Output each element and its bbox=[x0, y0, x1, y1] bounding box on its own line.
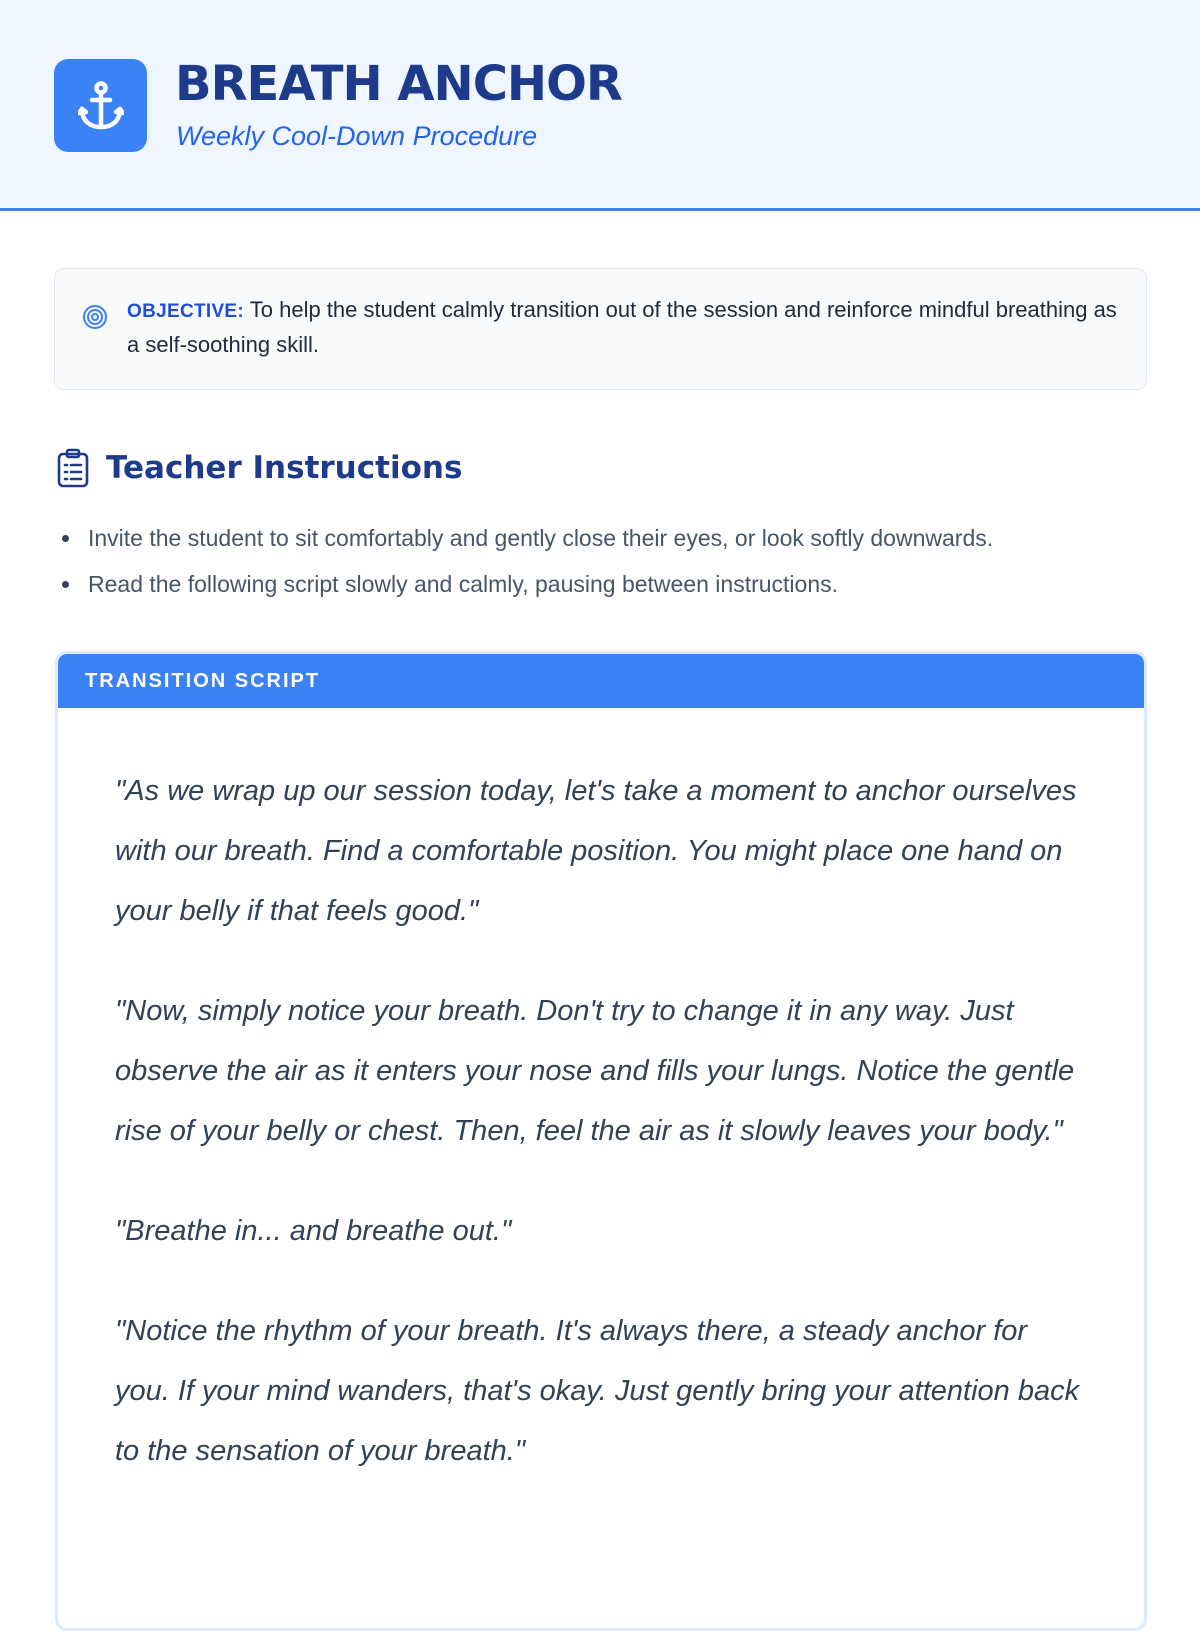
objective-callout bbox=[54, 268, 1147, 390]
script-body bbox=[58, 708, 1144, 1481]
list-item: Invite the student to sit comfortably and gently close their eyes, or look softly downwards. bbox=[56, 515, 1136, 561]
script-paragraph: "Now, simply notice your breath. Don't try to change it in any way. Just observe the air as it enters your nose and fills your lungs. Notice the gentle rise of your belly or chest. Then, feel the air as it slowly leaves your body." bbox=[115, 995, 1075, 1147]
clipboard-icon bbox=[56, 448, 90, 488]
script-paragraph: "As we wrap up our session today, let's take a moment to anchor ourselves with our breath. Find a comfortable position. You might place one hand on your belly if that feels good." bbox=[115, 775, 1077, 927]
anchor-icon bbox=[78, 81, 124, 131]
objective-label: OBJECTIVE: bbox=[127, 301, 245, 322]
section-title: Teacher Instructions bbox=[106, 450, 463, 486]
objective-text: To help the student calmly transition out of the session and reinforce mindful breathing as a self-soothing skill. bbox=[127, 297, 1117, 357]
transition-script-card bbox=[55, 651, 1147, 1631]
objective-body bbox=[127, 293, 1127, 361]
page-title: BREATH ANCHOR bbox=[175, 56, 622, 112]
target-icon bbox=[82, 304, 108, 330]
list-item: Read the following script slowly and calmly, pausing between instructions. bbox=[56, 561, 1136, 607]
teacher-instructions-heading bbox=[56, 448, 462, 488]
script-paragraph: "Breathe in... and breathe out." bbox=[115, 1215, 512, 1247]
page-header bbox=[0, 0, 1200, 211]
logo bbox=[54, 59, 147, 152]
script-paragraph: "Notice the rhythm of your breath. It's always there, a steady anchor for you. If your mind wanders, that's okay. Just gently bring your attention back to the sensation of your breath." bbox=[115, 1315, 1080, 1467]
page-subtitle: Weekly Cool-Down Procedure bbox=[176, 121, 538, 151]
instruction-list bbox=[56, 515, 1136, 607]
script-header: TRANSITION SCRIPT bbox=[58, 654, 1144, 708]
